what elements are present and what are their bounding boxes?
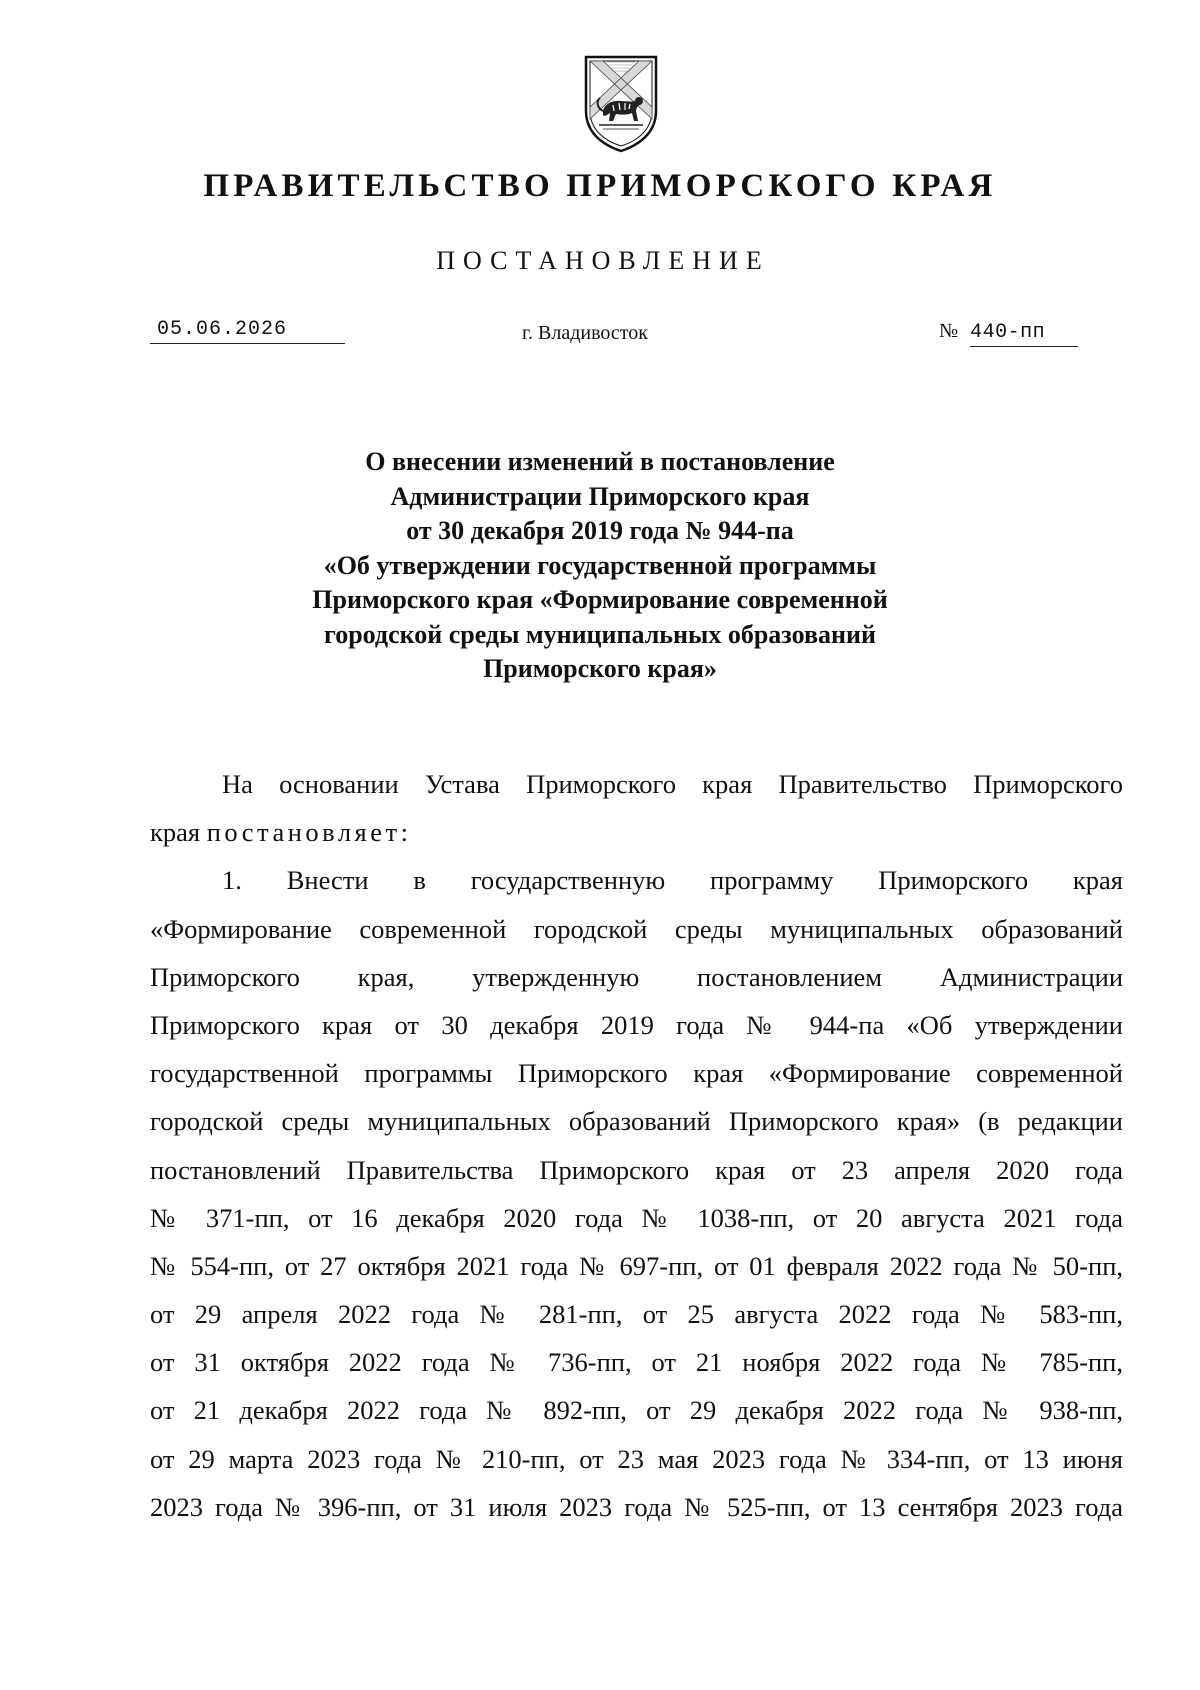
body-line: Приморского края, утвержденную постановлением Администрации: [150, 961, 1123, 992]
document-type-heading: ПОСТАНОВЛЕНИЕ: [436, 246, 770, 275]
body-line: от 29 апреля 2022 года № 281-пп, от 25 августа 2022 года № 583-пп,: [150, 1299, 1123, 1330]
document-date: 05.06.2026: [150, 318, 345, 344]
body-line: от 31 октября 2022 года № 736-пп, от 21 ноября 2022 года № 785-пп,: [150, 1347, 1123, 1378]
body-line: «Формирование современной городской среды муниципальных образований: [150, 913, 1123, 944]
body-line: от 21 декабря 2022 года № 892-пп, от 29 декабря 2022 года № 938-пп,: [150, 1395, 1123, 1426]
subject-line: Приморского края «Формирование современной: [312, 585, 888, 614]
subject-line: Администрации Приморского края: [390, 481, 810, 511]
body-line: 2023 года № 396-пп, от 31 июля 2023 года № 525-пп, от 13 сентября 2023 года: [150, 1491, 1123, 1522]
document-city: г. Владивосток: [522, 322, 648, 344]
number-sign: №: [939, 320, 959, 342]
body-line: № 371-пп, от 16 декабря 2020 года № 1038-пп, от 20 августа 2021 года: [150, 1202, 1123, 1233]
body-line: № 554-пп, от 27 октября 2021 года № 697-пп, от 01 февраля 2022 года № 50-пп,: [150, 1250, 1123, 1281]
document-body: [150, 760, 1123, 1531]
subject-line: О внесении изменений в постановление: [365, 447, 835, 476]
organization-title: ПРАВИТЕЛЬСТВО ПРИМОРСКОГО КРАЯ: [203, 168, 997, 204]
preamble-line: [150, 808, 1123, 856]
body-line: Приморского края от 30 декабря 2019 года № 944-па «Об утверждении: [150, 1009, 1123, 1040]
subject-line: городской среды муниципальных образований: [324, 619, 876, 649]
body-line: от 29 марта 2023 года № 210-пп, от 23 мая 2023 года № 334-пп, от 13 июня: [150, 1443, 1123, 1474]
decree-word: постановляет:: [206, 817, 412, 848]
coat-of-arms-icon: [583, 53, 659, 153]
document-number-field: [939, 320, 1089, 347]
subject-line: от 30 декабря 2019 года № 944-па: [406, 516, 794, 545]
document-subject: [200, 445, 1000, 687]
body-line: государственной программы Приморского края «Формирование современной: [150, 1058, 1123, 1089]
subject-line: «Об утверждении государственной программы: [323, 550, 877, 580]
body-line: городской среды муниципальных образований Приморского края» (в редакции: [150, 1106, 1123, 1137]
body-line: постановлений Правительства Приморского края от 23 апреля 2020 года: [150, 1154, 1123, 1185]
body-line: 1. Внести в государственную программу Приморского края: [222, 865, 1123, 896]
preamble-line: На основании Устава Приморского края Правительство Приморского: [222, 769, 1123, 799]
subject-line: Приморского края»: [483, 654, 717, 683]
preamble-text: края: [150, 817, 207, 848]
document-number: 440-пп: [970, 321, 1078, 347]
